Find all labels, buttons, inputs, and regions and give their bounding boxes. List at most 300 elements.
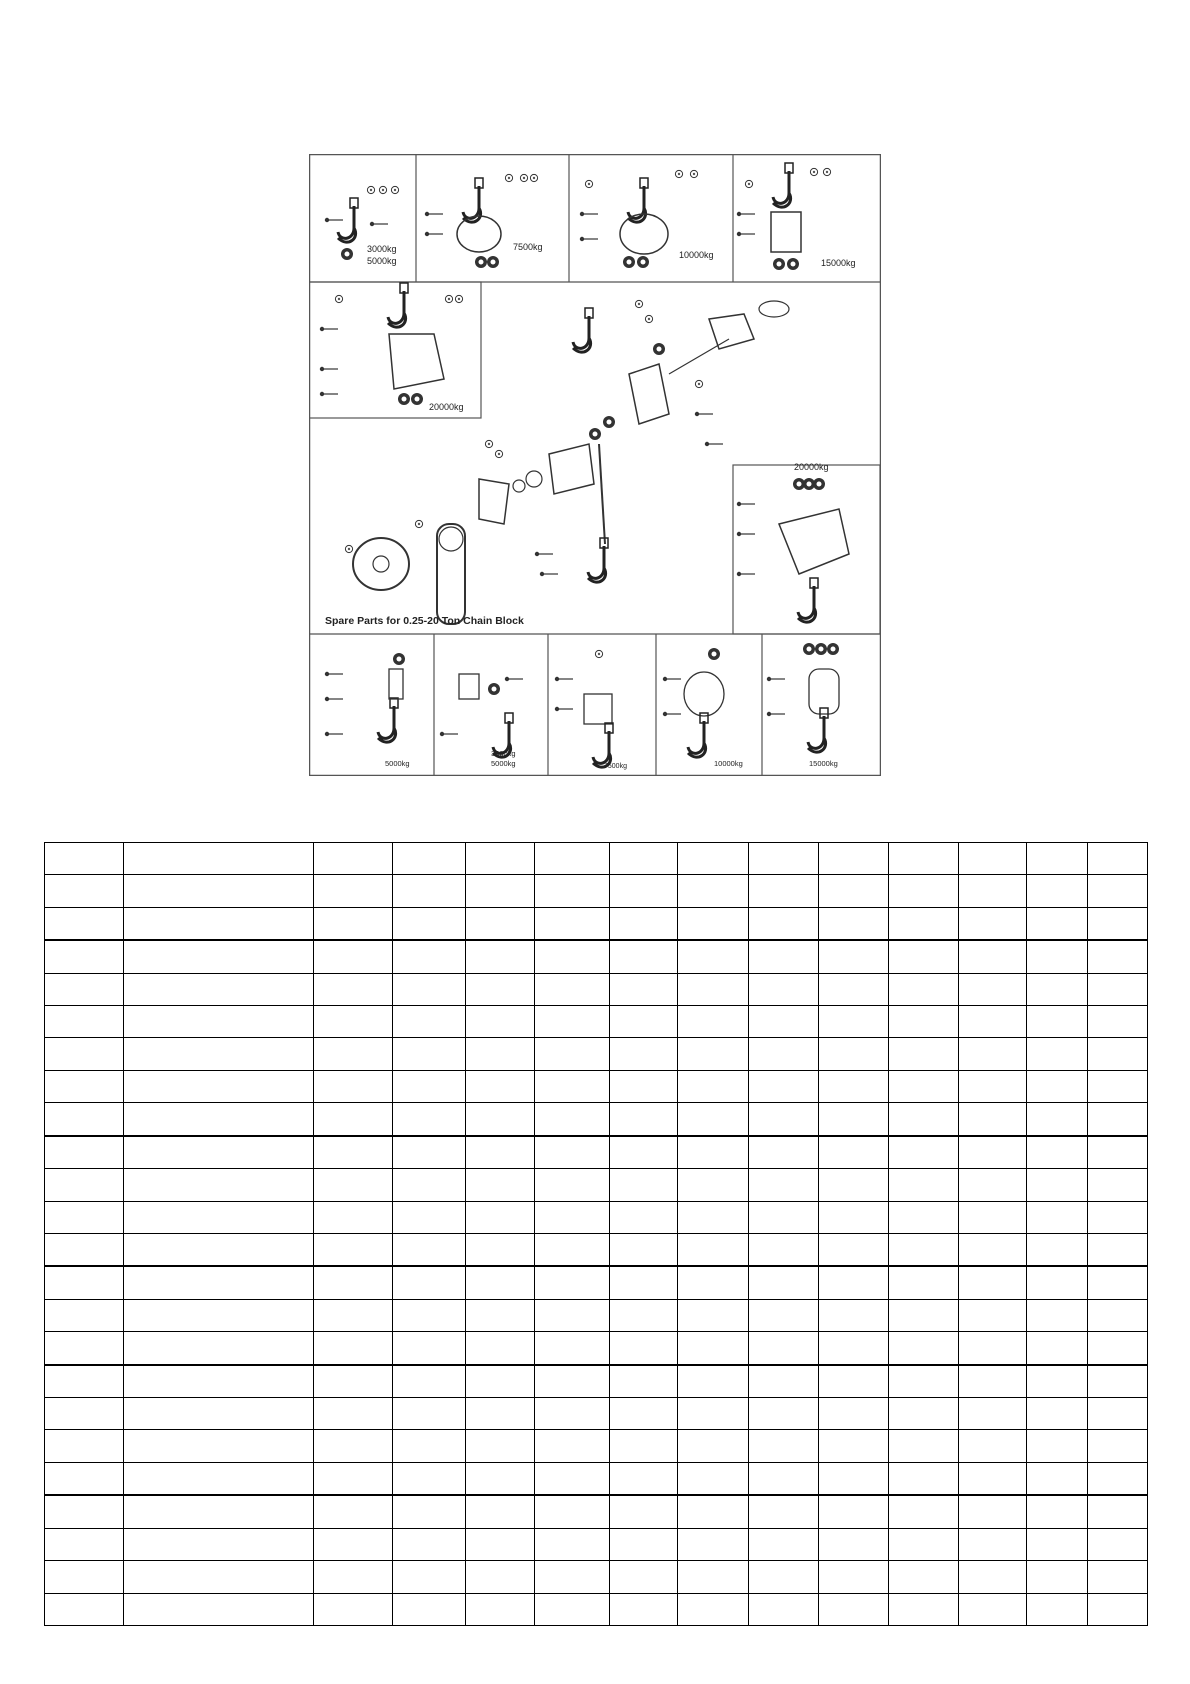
table-cell [678,1299,749,1331]
table-cell [535,1169,610,1201]
table-cell [1027,1070,1088,1102]
table-cell [749,1006,819,1038]
table-cell [749,1528,819,1560]
table-cell [1027,1006,1088,1038]
table-cell [1088,973,1148,1005]
table-row [45,1332,1148,1365]
table-cell [959,1332,1027,1365]
table-cell [819,1201,889,1233]
label-top1-b: 5000kg [367,256,397,266]
table-cell [749,1233,819,1266]
label-bot2-b: 5000kg [491,759,516,768]
table-cell [466,1430,535,1462]
table-cell [678,1169,749,1201]
table-cell [959,1593,1027,1626]
table-cell [466,1528,535,1560]
table-cell [678,1038,749,1070]
table-cell [819,1006,889,1038]
table-cell [1088,1299,1148,1331]
table-cell [749,1038,819,1070]
table-cell [889,907,959,940]
table-cell [535,1398,610,1430]
table-cell [678,1528,749,1560]
table-cell [889,1593,959,1626]
table-cell [749,973,819,1005]
table-cell [819,1528,889,1560]
label-top2: 7500kg [513,242,543,252]
table-cell [314,1495,393,1528]
table-cell [45,1593,124,1626]
table-cell [393,1103,466,1136]
table-cell [1027,1398,1088,1430]
table-cell [124,1070,314,1102]
table-cell [819,875,889,907]
table-cell [466,1266,535,1299]
table-cell [1027,1136,1088,1169]
table-cell [610,875,678,907]
table-cell [45,973,124,1005]
table-cell [45,1398,124,1430]
table-row [45,1136,1148,1169]
table-cell [45,1038,124,1070]
table-cell [1088,1561,1148,1593]
table-cell [819,1266,889,1299]
table-cell [1088,1266,1148,1299]
table-cell [466,1070,535,1102]
table-cell [1088,1365,1148,1398]
table-cell [314,1365,393,1398]
table-cell [314,1233,393,1266]
table-cell [678,843,749,875]
table-cell [314,1038,393,1070]
table-cell [124,1038,314,1070]
table-row [45,1528,1148,1560]
table-cell [959,1070,1027,1102]
table-cell [466,1038,535,1070]
table-cell [610,1462,678,1495]
table-cell [45,843,124,875]
table-cell [466,1136,535,1169]
table-cell [678,973,749,1005]
table-cell [678,1201,749,1233]
table-cell [393,1398,466,1430]
table-row [45,1201,1148,1233]
table-cell [610,1561,678,1593]
table-cell [889,1169,959,1201]
table-cell [314,1136,393,1169]
parts-table [44,842,1148,1626]
table-cell [959,1365,1027,1398]
table-cell [466,1103,535,1136]
table-row [45,1561,1148,1593]
table-cell [678,1398,749,1430]
table-cell [819,1561,889,1593]
table-cell [1027,1495,1088,1528]
table-cell [819,1103,889,1136]
table-cell [314,907,393,940]
table-cell [889,1495,959,1528]
table-cell [678,875,749,907]
table-cell [610,1070,678,1102]
table-cell [535,1462,610,1495]
table-cell [1027,907,1088,940]
table-cell [819,973,889,1005]
table-cell [466,1398,535,1430]
table-cell [314,973,393,1005]
table-cell [959,940,1027,973]
table-cell [1088,907,1148,940]
table-cell [959,1299,1027,1331]
table-cell [393,973,466,1005]
table-cell [45,907,124,940]
table-cell [45,1528,124,1560]
table-cell [889,940,959,973]
table-row [45,1070,1148,1102]
table-cell [535,1365,610,1398]
table-cell [1088,843,1148,875]
table-cell [1027,1266,1088,1299]
table-cell [749,1103,819,1136]
table-cell [466,1593,535,1626]
table-cell [393,1528,466,1560]
table-row [45,1430,1148,1462]
table-cell [959,1495,1027,1528]
table-cell [45,1299,124,1331]
table-cell [678,907,749,940]
table-cell [1088,1070,1148,1102]
table-cell [124,1561,314,1593]
table-cell [314,875,393,907]
table-cell [314,1201,393,1233]
table-cell [466,1332,535,1365]
table-row [45,973,1148,1005]
table-cell [466,1365,535,1398]
table-cell [124,1006,314,1038]
table-cell [535,1266,610,1299]
table-cell [393,1332,466,1365]
table-cell [1027,1103,1088,1136]
table-cell [535,1430,610,1462]
table-cell [889,1561,959,1593]
label-bot5: 15000kg [809,759,838,768]
table-cell [393,1006,466,1038]
table-cell [1088,1233,1148,1266]
table-cell [959,973,1027,1005]
table-cell [959,843,1027,875]
table-cell [610,1495,678,1528]
table-cell [749,1169,819,1201]
table-cell [535,1136,610,1169]
table-cell [393,1462,466,1495]
table-cell [1027,1332,1088,1365]
table-cell [535,1332,610,1365]
table-cell [535,1038,610,1070]
table-cell [393,1169,466,1201]
label-bot2-a: 3000kg [491,749,516,758]
exploded-parts-diagram [309,154,881,776]
table-cell [314,1070,393,1102]
table-cell [819,1038,889,1070]
table-cell [535,875,610,907]
table-cell [959,1398,1027,1430]
table-cell [959,1462,1027,1495]
table-cell [678,1365,749,1398]
table-cell [45,1332,124,1365]
label-bot3: 7500kg [604,763,627,770]
table-cell [1088,1201,1148,1233]
table-cell [610,973,678,1005]
label-right-mid: 20000kg [794,462,829,472]
table-cell [124,1593,314,1626]
table-cell [1088,1462,1148,1495]
table-cell [889,1430,959,1462]
table-cell [1027,1169,1088,1201]
table-cell [1027,1593,1088,1626]
table-cell [314,1430,393,1462]
table-cell [749,1398,819,1430]
table-row [45,1169,1148,1201]
table-cell [314,1103,393,1136]
table-cell [45,1495,124,1528]
table-cell [393,940,466,973]
table-cell [819,1332,889,1365]
table-cell [678,1495,749,1528]
table-cell [959,1169,1027,1201]
table-cell [124,1136,314,1169]
table-cell [466,940,535,973]
table-cell [678,1561,749,1593]
label-bot1: 5000kg [385,759,410,768]
table-cell [610,1299,678,1331]
table-cell [393,1136,466,1169]
table-cell [1088,1528,1148,1560]
table-cell [1027,940,1088,973]
table-row [45,1365,1148,1398]
table-cell [889,1103,959,1136]
table-cell [749,907,819,940]
table-cell [466,875,535,907]
table-cell [819,1299,889,1331]
table-row [45,1006,1148,1038]
table-cell [124,1398,314,1430]
table-cell [466,1299,535,1331]
table-cell [819,1169,889,1201]
table-cell [610,1430,678,1462]
table-cell [1027,1430,1088,1462]
table-cell [819,1462,889,1495]
table-cell [889,1266,959,1299]
table-cell [124,1462,314,1495]
table-row [45,1103,1148,1136]
table-cell [749,1070,819,1102]
table-cell [466,1233,535,1266]
table-cell [678,1070,749,1102]
table-cell [124,907,314,940]
table-cell [749,1136,819,1169]
table-cell [610,1201,678,1233]
table-cell [678,1233,749,1266]
table-cell [45,1070,124,1102]
table-cell [678,1332,749,1365]
table-cell [124,1430,314,1462]
table-cell [393,1430,466,1462]
table-cell [466,1462,535,1495]
figure-caption: Spare Parts for 0.25-20 Ton Chain Block [325,615,524,627]
table-cell [1088,1430,1148,1462]
table-cell [749,1332,819,1365]
table-cell [466,1561,535,1593]
table-cell [124,973,314,1005]
table-cell [535,1528,610,1560]
table-cell [610,1038,678,1070]
table-cell [1088,1006,1148,1038]
table-cell [45,1365,124,1398]
table-cell [1088,940,1148,973]
table-cell [610,1332,678,1365]
table-cell [466,1495,535,1528]
table-cell [819,907,889,940]
table-cell [535,1495,610,1528]
table-cell [819,1495,889,1528]
table-cell [393,1593,466,1626]
table-cell [466,1006,535,1038]
table-cell [1088,1038,1148,1070]
table-cell [535,940,610,973]
table-cell [314,1006,393,1038]
table-cell [610,1398,678,1430]
table-cell [678,1103,749,1136]
table-cell [535,1233,610,1266]
table-cell [889,1398,959,1430]
table-row [45,875,1148,907]
table-cell [610,907,678,940]
table-cell [393,1233,466,1266]
table-cell [314,1398,393,1430]
table-cell [1027,973,1088,1005]
table-cell [124,1169,314,1201]
table-cell [314,843,393,875]
table-cell [124,875,314,907]
table-cell [959,1430,1027,1462]
table-cell [610,1169,678,1201]
table-row [45,940,1148,973]
table-cell [959,1201,1027,1233]
table-cell [124,1266,314,1299]
table-cell [959,1038,1027,1070]
table-cell [819,1593,889,1626]
table-cell [749,1495,819,1528]
table-cell [889,1365,959,1398]
table-cell [889,875,959,907]
table-cell [749,1593,819,1626]
table-cell [393,843,466,875]
table-row [45,1398,1148,1430]
table-cell [678,940,749,973]
table-cell [678,1430,749,1462]
table-cell [959,907,1027,940]
table-cell [610,1103,678,1136]
table-cell [959,875,1027,907]
table-cell [45,1169,124,1201]
table-cell [314,1332,393,1365]
table-cell [959,1103,1027,1136]
table-cell [959,1233,1027,1266]
table-cell [535,1103,610,1136]
table-cell [959,1136,1027,1169]
table-cell [393,1038,466,1070]
table-cell [45,940,124,973]
table-cell [1027,1462,1088,1495]
table-cell [535,907,610,940]
table-cell [466,1169,535,1201]
table-cell [124,1332,314,1365]
table-cell [45,1103,124,1136]
table-cell [889,1299,959,1331]
table-cell [535,843,610,875]
table-cell [466,973,535,1005]
table-cell [314,1266,393,1299]
table-cell [535,973,610,1005]
table-cell [124,1201,314,1233]
table-cell [959,1006,1027,1038]
table-cell [889,1201,959,1233]
table-cell [749,1299,819,1331]
table-cell [889,1332,959,1365]
table-cell [466,907,535,940]
table-cell [1027,875,1088,907]
table-cell [1088,875,1148,907]
table-cell [314,940,393,973]
table-cell [610,1528,678,1560]
table-cell [678,1136,749,1169]
table-cell [45,875,124,907]
table-cell [1088,1495,1148,1528]
table-cell [610,1593,678,1626]
table-cell [124,843,314,875]
table-cell [124,1233,314,1266]
table-cell [889,1528,959,1560]
table-cell [959,1528,1027,1560]
table-cell [393,1365,466,1398]
table-cell [819,940,889,973]
table-cell [45,1006,124,1038]
table-cell [819,1430,889,1462]
table-cell [749,1430,819,1462]
table-cell [535,1070,610,1102]
table-row [45,1462,1148,1495]
table-cell [535,1561,610,1593]
diagram-svg [309,154,881,776]
table-cell [1088,1332,1148,1365]
table-row [45,907,1148,940]
table-cell [314,1561,393,1593]
table-cell [45,1136,124,1169]
table-cell [535,1201,610,1233]
table-cell [1027,1561,1088,1593]
table-cell [749,1365,819,1398]
table-row [45,1266,1148,1299]
table-cell [610,940,678,973]
table-cell [678,1006,749,1038]
table-cell [610,1233,678,1266]
table-cell [749,1201,819,1233]
label-left-mid: 20000kg [429,402,464,412]
table-cell [819,1365,889,1398]
table-cell [393,1201,466,1233]
label-top3: 10000kg [679,250,714,260]
table-cell [959,1266,1027,1299]
table-cell [889,1462,959,1495]
